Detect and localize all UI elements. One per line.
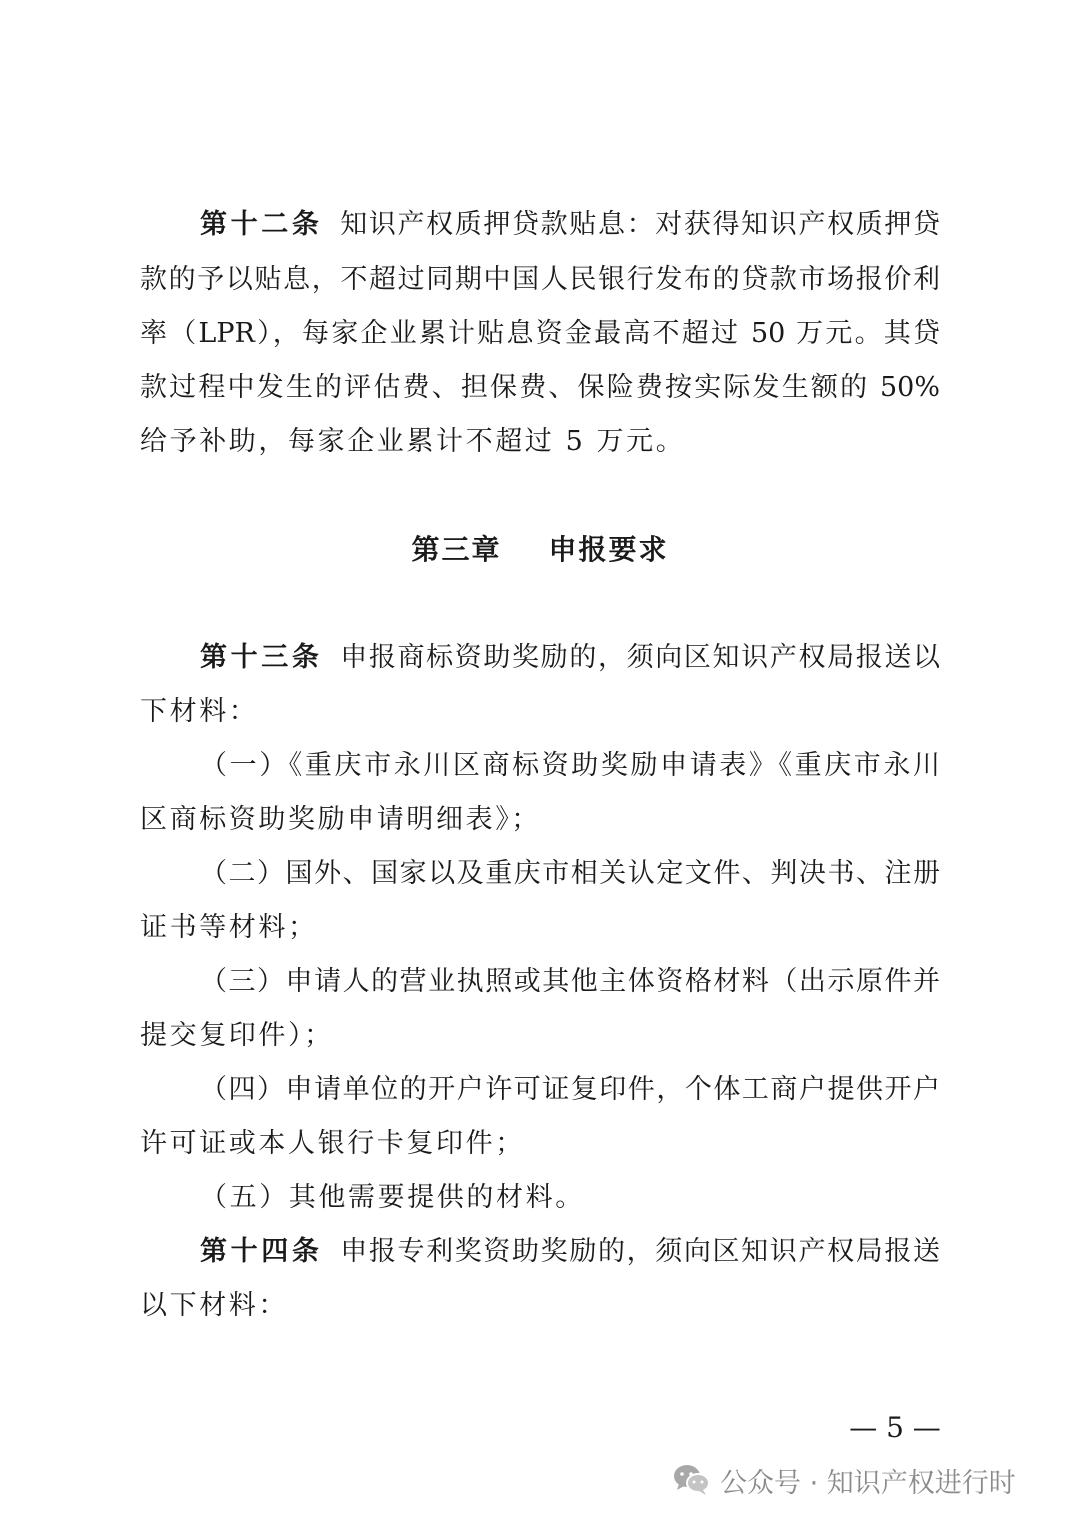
list-item: （二）国外、国家以及重庆市相关认定文件、判决书、注册: [200, 858, 940, 889]
body-line: 率（LPR），每家企业累计贴息资金最高不超过 50 万元。其贷: [140, 318, 940, 349]
list-item: （五）其他需要提供的材料。: [200, 1182, 585, 1213]
article-13-text: 申报商标资助奖励的，须向区知识产权局报送以: [338, 642, 941, 673]
body-line: 款过程中发生的评估费、担保费、保险费按实际发生额的 50%: [140, 372, 940, 403]
list-item: （四）申请单位的开户许可证复印件，个体工商户提供开户: [200, 1074, 940, 1105]
list-item-continuation: 区商标资助奖励申请明细表》；: [140, 804, 541, 835]
body-line: 下材料：: [140, 696, 259, 727]
page-number: — 5 —: [849, 1411, 941, 1444]
list-item: （三）申请人的营业执照或其他主体资格材料（出示原件并: [200, 966, 940, 997]
watermark-text: 公众号 · 知识产权进行时: [720, 1467, 1016, 1499]
list-item-continuation: 提交复印件）；: [140, 1020, 334, 1051]
article-14-first-line: [200, 1232, 940, 1272]
watermark: [672, 1456, 1016, 1504]
body-line: 款的予以贴息，不超过同期中国人民银行发布的贷款市场报价利: [140, 264, 940, 295]
list-item-continuation: 证书等材料；: [140, 912, 318, 943]
article-14-text: 申报专利奖资助奖励的，须向区知识产权局报送: [338, 1236, 941, 1267]
article-12-first-line: [200, 205, 940, 245]
article-12-heading: 第十二条: [200, 209, 323, 240]
article-14-heading: 第十四条: [200, 1236, 323, 1267]
wechat-icon: [672, 1463, 712, 1497]
body-line: 以下材料：: [140, 1290, 288, 1321]
list-item-continuation: 许可证或本人银行卡复印件；: [140, 1128, 525, 1159]
body-line: 给予补助，每家企业累计不超过 5 万元。: [140, 426, 686, 457]
article-13-heading: 第十三条: [200, 642, 323, 673]
article-12-text: 知识产权质押贷款贴息：对获得知识产权质押贷: [338, 209, 941, 240]
article-13-first-line: [200, 638, 940, 678]
chapter-title: 第三章 申报要求: [411, 533, 669, 566]
list-item: （一）《重庆市永川区商标资助奖励申请表》《重庆市永川: [200, 750, 940, 781]
